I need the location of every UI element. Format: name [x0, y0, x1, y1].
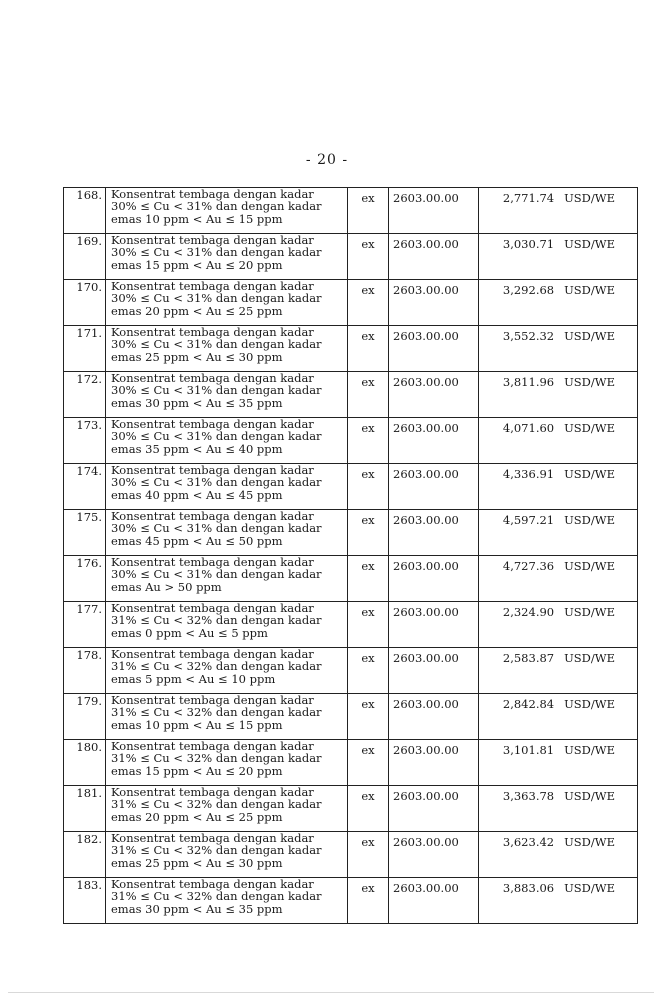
row-hs-code: 2603.00.00 — [389, 740, 479, 786]
description-line-3: emas 20 ppm < Au ≤ 25 ppm — [111, 809, 283, 824]
description-line-2: 30% ≤ Cu < 31% dan dengan kadar — [111, 383, 322, 398]
description-line-1: Konsentrat tembaga dengan kadar — [111, 739, 314, 753]
description-line-3: emas 25 ppm < Au ≤ 30 ppm — [111, 855, 283, 870]
description-line-3: emas 5 ppm < Au ≤ 10 ppm — [111, 671, 276, 686]
description-line-3: emas 30 ppm < Au ≤ 35 ppm — [111, 395, 283, 410]
row-price — [479, 602, 638, 648]
description-line-2: 31% ≤ Cu < 32% dan dengan kadar — [111, 659, 322, 674]
table-row — [64, 694, 638, 740]
price-value: 3,883.06 — [502, 881, 555, 895]
price-unit: USD/WE — [564, 559, 615, 573]
table-row — [64, 464, 638, 510]
row-hs-code: 2603.00.00 — [389, 464, 479, 510]
description-line-3: emas 15 ppm < Au ≤ 20 ppm — [111, 257, 283, 272]
row-description — [106, 694, 348, 740]
row-hs-code: 2603.00.00 — [389, 648, 479, 694]
row-price — [479, 556, 638, 602]
row-hs-code: 2603.00.00 — [389, 280, 479, 326]
table-body — [64, 188, 638, 924]
price-value: 2,324.90 — [502, 605, 555, 619]
price-unit: USD/WE — [564, 789, 615, 803]
description-line-2: 30% ≤ Cu < 31% dan dengan kadar — [111, 475, 322, 490]
description-line-1: Konsentrat tembaga dengan kadar — [111, 463, 314, 477]
row-description — [106, 556, 348, 602]
price-value: 3,363.78 — [502, 789, 555, 803]
row-number: 179. — [64, 694, 106, 740]
price-unit: USD/WE — [564, 421, 615, 435]
price-unit: USD/WE — [564, 283, 615, 297]
description-line-1: Konsentrat tembaga dengan kadar — [111, 877, 314, 891]
description-line-3: emas Au > 50 ppm — [111, 579, 222, 594]
description-line-1: Konsentrat tembaga dengan kadar — [111, 233, 314, 247]
table-row — [64, 602, 638, 648]
price-value: 3,811.96 — [502, 375, 555, 389]
row-price — [479, 832, 638, 878]
row-ex: ex — [348, 878, 389, 924]
table-row — [64, 280, 638, 326]
price-unit: USD/WE — [564, 835, 615, 849]
table-row — [64, 556, 638, 602]
price-unit: USD/WE — [564, 743, 615, 757]
row-price — [479, 418, 638, 464]
row-number: 168. — [64, 188, 106, 234]
row-hs-code: 2603.00.00 — [389, 418, 479, 464]
row-ex: ex — [348, 418, 389, 464]
price-unit: USD/WE — [564, 375, 615, 389]
table-row — [64, 188, 638, 234]
row-number: 172. — [64, 372, 106, 418]
row-hs-code: 2603.00.00 — [389, 372, 479, 418]
price-unit: USD/WE — [564, 697, 615, 711]
row-price — [479, 372, 638, 418]
price-value: 4,727.36 — [502, 559, 555, 573]
row-description — [106, 602, 348, 648]
description-line-1: Konsentrat tembaga dengan kadar — [111, 831, 314, 845]
row-hs-code: 2603.00.00 — [389, 878, 479, 924]
row-price — [479, 786, 638, 832]
description-line-1: Konsentrat tembaga dengan kadar — [111, 279, 314, 293]
description-line-2: 30% ≤ Cu < 31% dan dengan kadar — [111, 245, 322, 260]
row-number: 174. — [64, 464, 106, 510]
row-hs-code: 2603.00.00 — [389, 694, 479, 740]
description-line-2: 30% ≤ Cu < 31% dan dengan kadar — [111, 567, 322, 582]
row-hs-code: 2603.00.00 — [389, 188, 479, 234]
description-line-1: Konsentrat tembaga dengan kadar — [111, 509, 314, 523]
row-number: 178. — [64, 648, 106, 694]
description-line-2: 31% ≤ Cu < 32% dan dengan kadar — [111, 751, 322, 766]
price-value: 3,292.68 — [502, 283, 555, 297]
row-ex: ex — [348, 832, 389, 878]
row-ex: ex — [348, 464, 389, 510]
description-line-2: 31% ≤ Cu < 32% dan dengan kadar — [111, 843, 322, 858]
row-number: 183. — [64, 878, 106, 924]
row-ex: ex — [348, 602, 389, 648]
price-unit: USD/WE — [564, 191, 615, 205]
price-value: 4,597.21 — [502, 513, 555, 527]
price-value: 2,583.87 — [502, 651, 555, 665]
description-line-1: Konsentrat tembaga dengan kadar — [111, 417, 314, 431]
row-number: 169. — [64, 234, 106, 280]
row-hs-code: 2603.00.00 — [389, 602, 479, 648]
table-row — [64, 878, 638, 924]
description-line-3: emas 15 ppm < Au ≤ 20 ppm — [111, 763, 283, 778]
page-number: - 20 - — [305, 152, 349, 168]
row-number: 182. — [64, 832, 106, 878]
table-row — [64, 234, 638, 280]
price-unit: USD/WE — [564, 329, 615, 343]
description-line-1: Konsentrat tembaga dengan kadar — [111, 371, 314, 385]
table-row — [64, 786, 638, 832]
description-line-3: emas 35 ppm < Au ≤ 40 ppm — [111, 441, 283, 456]
row-price — [479, 694, 638, 740]
description-line-3: emas 0 ppm < Au ≤ 5 ppm — [111, 625, 268, 640]
row-description — [106, 418, 348, 464]
row-ex: ex — [348, 556, 389, 602]
price-unit: USD/WE — [564, 237, 615, 251]
description-line-1: Konsentrat tembaga dengan kadar — [111, 601, 314, 615]
table-row — [64, 418, 638, 464]
row-price — [479, 648, 638, 694]
description-line-2: 31% ≤ Cu < 32% dan dengan kadar — [111, 797, 322, 812]
description-line-1: Konsentrat tembaga dengan kadar — [111, 693, 314, 707]
description-line-1: Konsentrat tembaga dengan kadar — [111, 187, 314, 201]
price-value: 2,842.84 — [502, 697, 555, 711]
table-row — [64, 648, 638, 694]
row-number: 180. — [64, 740, 106, 786]
row-ex: ex — [348, 326, 389, 372]
row-number: 176. — [64, 556, 106, 602]
row-ex: ex — [348, 740, 389, 786]
row-number: 171. — [64, 326, 106, 372]
row-description — [106, 464, 348, 510]
description-line-2: 30% ≤ Cu < 31% dan dengan kadar — [111, 291, 322, 306]
description-line-1: Konsentrat tembaga dengan kadar — [111, 647, 314, 661]
row-description — [106, 740, 348, 786]
page-edge-line — [8, 992, 654, 993]
description-line-1: Konsentrat tembaga dengan kadar — [111, 785, 314, 799]
row-description — [106, 326, 348, 372]
description-line-2: 31% ≤ Cu < 32% dan dengan kadar — [111, 889, 322, 904]
price-unit: USD/WE — [564, 513, 615, 527]
price-value: 3,623.42 — [502, 835, 555, 849]
row-hs-code: 2603.00.00 — [389, 556, 479, 602]
row-description — [106, 372, 348, 418]
row-price — [479, 464, 638, 510]
description-line-2: 30% ≤ Cu < 31% dan dengan kadar — [111, 521, 322, 536]
row-price — [479, 234, 638, 280]
row-description — [106, 878, 348, 924]
row-number: 175. — [64, 510, 106, 556]
row-hs-code: 2603.00.00 — [389, 786, 479, 832]
description-line-3: emas 40 ppm < Au ≤ 45 ppm — [111, 487, 283, 502]
row-ex: ex — [348, 786, 389, 832]
row-hs-code: 2603.00.00 — [389, 326, 479, 372]
row-hs-code: 2603.00.00 — [389, 510, 479, 556]
row-ex: ex — [348, 694, 389, 740]
price-value: 3,101.81 — [502, 743, 555, 757]
row-description — [106, 648, 348, 694]
table-row — [64, 326, 638, 372]
row-price — [479, 188, 638, 234]
price-unit: USD/WE — [564, 467, 615, 481]
description-line-3: emas 45 ppm < Au ≤ 50 ppm — [111, 533, 283, 548]
price-value: 4,336.91 — [502, 467, 555, 481]
table-row — [64, 740, 638, 786]
description-line-2: 30% ≤ Cu < 31% dan dengan kadar — [111, 337, 322, 352]
row-number: 170. — [64, 280, 106, 326]
price-value: 4,071.60 — [502, 421, 555, 435]
row-price — [479, 878, 638, 924]
row-number: 177. — [64, 602, 106, 648]
price-value: 2,771.74 — [502, 191, 555, 205]
price-value: 3,552.32 — [502, 329, 555, 343]
row-ex: ex — [348, 372, 389, 418]
row-ex: ex — [348, 234, 389, 280]
description-line-3: emas 25 ppm < Au ≤ 30 ppm — [111, 349, 283, 364]
row-price — [479, 740, 638, 786]
table-row — [64, 372, 638, 418]
price-unit: USD/WE — [564, 881, 615, 895]
row-description — [106, 188, 348, 234]
description-line-2: 31% ≤ Cu < 32% dan dengan kadar — [111, 613, 322, 628]
description-line-2: 30% ≤ Cu < 31% dan dengan kadar — [111, 429, 322, 444]
row-hs-code: 2603.00.00 — [389, 234, 479, 280]
description-line-3: emas 10 ppm < Au ≤ 15 ppm — [111, 717, 283, 732]
description-line-2: 30% ≤ Cu < 31% dan dengan kadar — [111, 199, 322, 214]
row-price — [479, 510, 638, 556]
price-unit: USD/WE — [564, 651, 615, 665]
row-ex: ex — [348, 188, 389, 234]
row-hs-code: 2603.00.00 — [389, 832, 479, 878]
description-line-1: Konsentrat tembaga dengan kadar — [111, 325, 314, 339]
description-line-2: 31% ≤ Cu < 32% dan dengan kadar — [111, 705, 322, 720]
row-description — [106, 280, 348, 326]
row-number: 173. — [64, 418, 106, 464]
description-line-3: emas 20 ppm < Au ≤ 25 ppm — [111, 303, 283, 318]
description-line-1: Konsentrat tembaga dengan kadar — [111, 555, 314, 569]
price-unit: USD/WE — [564, 605, 615, 619]
row-price — [479, 280, 638, 326]
row-number: 181. — [64, 786, 106, 832]
row-ex: ex — [348, 280, 389, 326]
row-description — [106, 786, 348, 832]
row-ex: ex — [348, 648, 389, 694]
row-description — [106, 234, 348, 280]
table-row — [64, 510, 638, 556]
row-ex: ex — [348, 510, 389, 556]
description-line-3: emas 10 ppm < Au ≤ 15 ppm — [111, 211, 283, 226]
row-description — [106, 832, 348, 878]
row-description — [106, 510, 348, 556]
description-line-3: emas 30 ppm < Au ≤ 35 ppm — [111, 901, 283, 916]
price-value: 3,030.71 — [502, 237, 555, 251]
price-table — [63, 187, 638, 924]
row-price — [479, 326, 638, 372]
table-row — [64, 832, 638, 878]
